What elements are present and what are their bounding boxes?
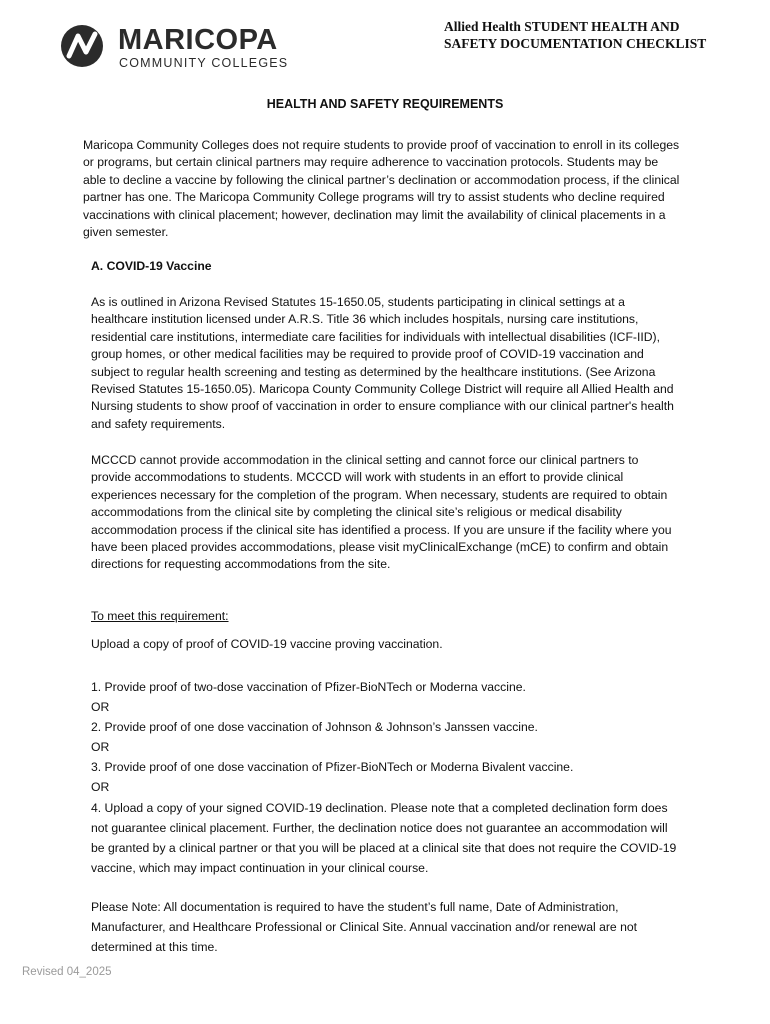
logo-name: MARICOPA xyxy=(118,24,278,56)
accommodation-paragraph: MCCCD cannot provide accommodation in the clinical setting and cannot force our clinical partners to provide accommodations to students. MCCCD will work with students in an effort to provide clinical experiences necessary for the completion of the program. When necessary, students are required to obtain accommodations from the clinical site by completing the clinical site’s religious or medical disability accommodation process if the clinical site has identified a process. If you are unsure if the facility where you have been placed provides accommodations, please visit myClinicalExchange (mCE) to confirm and obtain directions for requesting accommodations from the site. xyxy=(91,453,672,572)
document-title xyxy=(444,18,744,52)
section-title: HEALTH AND SAFETY REQUIREMENTS xyxy=(266,97,504,111)
document-title-line1: Allied Health STUDENT HEALTH AND xyxy=(444,19,680,34)
list-item: 2. Provide proof of one dose vaccination of Johnson & Johnson’s Janssen vaccine. xyxy=(91,720,538,735)
intro-paragraph: Maricopa Community Colleges does not require students to provide proof of vaccination to enroll in its colleges or programs, but certain clinical partners may require adherence to vaccination protocols. Students may be able to decline a vaccine by following the clinical partner’s declination or accommodation process, if the clinical partner has one. The Maricopa Community College programs will try to assist students who decline required vaccinations with clinical placement; however, declination may limit the availability of clinical placements in a given semester. xyxy=(83,138,680,240)
documentation-note: Please Note: All documentation is required to have the student’s full name, Date of Administration, Manufacturer, and Healthcare Professional or Clinical Site. Annual vaccination and/or renewal are not determined at this time. xyxy=(91,900,638,954)
maricopa-logo xyxy=(60,22,290,72)
list-item: 4. Upload a copy of your signed COVID-19 declination. Please note that a completed declination form does not guarantee clinical placement. Further, the declination notice does not guarantee an accommodation will be granted by a clinical partner or that you will be placed at a clinical site that does not require the COVID-19 vaccine, which may impact continuation in your clinical course. xyxy=(91,800,677,875)
list-item: OR xyxy=(91,780,110,795)
list-item: OR xyxy=(91,740,110,755)
maricopa-logo-icon xyxy=(60,24,104,68)
document-title-line2: SAFETY DOCUMENTATION CHECKLIST xyxy=(444,36,707,51)
requirement-label: To meet this requirement: xyxy=(91,609,229,623)
list-item: OR xyxy=(91,700,110,715)
vaccine-options-list xyxy=(91,677,681,878)
list-item: 3. Provide proof of one dose vaccination of Pfizer-BioNTech or Moderna Bivalent vaccine. xyxy=(91,760,574,775)
covid-vaccine-heading: A. COVID-19 Vaccine xyxy=(91,259,212,273)
logo-subtitle: COMMUNITY COLLEGES xyxy=(119,56,289,70)
list-item: 1. Provide proof of two-dose vaccination of Pfizer-BioNTech or Moderna vaccine. xyxy=(91,680,526,694)
statute-paragraph: As is outlined in Arizona Revised Statutes 15-1650.05, students participating in clinical settings at a healthcare institution licensed under A.R.S. Title 36 which includes hospitals, nursing care institutions, residential care institutions, intermediate care facilities for individuals with intellectual disabilities (ICF-IID), group homes, or other medical facilities may be required to provide proof of COVID-19 vaccination and subject to regular health screening and testing as determined by the healthcare institutions. (See Arizona Revised Statutes 15-1650.05). Maricopa County Community College District will require all Allied Health and Nursing students to show proof of vaccination in order to ensure compliance with our clinical partner's health and safety requirements. xyxy=(91,295,674,431)
revision-footer: Revised 04_2025 xyxy=(22,966,112,978)
upload-instruction: Upload a copy of proof of COVID-19 vaccine proving vaccination. xyxy=(91,637,443,651)
